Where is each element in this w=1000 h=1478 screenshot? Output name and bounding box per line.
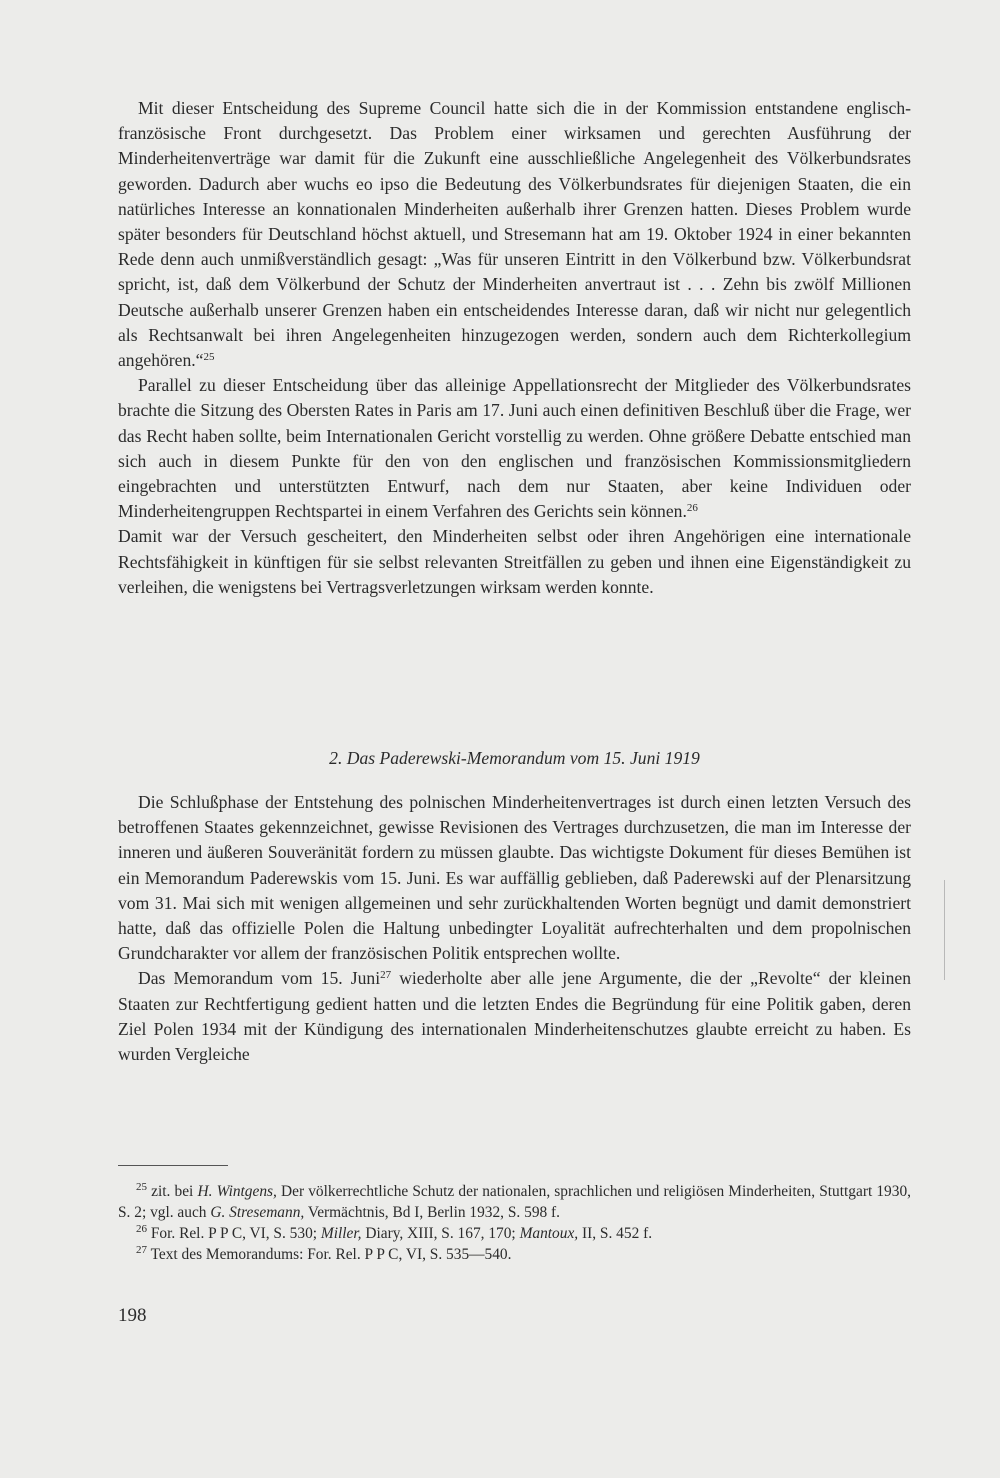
paragraph: Die Schlußphase der Entstehung des polnischen Minderheitenvertrages ist durch einen letzten Versuch des betroffenen Staates gekennzeichnet, gewisse Revisionen des Vertrages durchzusetzen, die man im Interesse der inneren und äußeren Souveränität fordern zu müssen glaubte. Das wichtigste Dokument für dieses Bemühen ist ein Memorandum Paderewskis vom 15. Juni. Es war auffällig geblieben, daß Paderewski auf der Plenarsitzung vom 31. Mai sich mit wenigen allgemeinen und sehr zurückhaltenden Worten begnügt und damit demonstriert hatte, daß das offizielle Polen die Haltung unbedingter Loyalität aufrechterhalten und dem propolnischen Grundcharakter vor allem der französischen Politik entsprechen wollte. [118, 792, 911, 964]
body-text-bottom [118, 790, 911, 1067]
page-number: 198 [118, 1305, 147, 1326]
footnote-27: $^{27}$ Text des Memorandums: For. Rel. P P C, VI, S. 535—540. [136, 1244, 512, 1263]
paragraph: Parallel zu dieser Entscheidung über das alleinige Appellationsrecht der Mitglieder des Völkerbundsrates brachte die Sitzung des Obersten Rates in Paris am 17. Juni auch einen definitiven Beschluß über die Frage, wer das Recht haben sollte, beim Internationalen Gericht vorstellig zu werden. Ohne größere Debatte entschied man sich auch in diesem Punkte für den von den englischen und französischen Kommissionsmitgliedern eingebrachten und unterstützten Entwurf, nach dem nur Staaten, aber keine Individuen oder Minderheitengruppen Rechtspartei in einem Verfahren des Gerichts sein können.$^{26}$ [118, 375, 911, 522]
body-text-top [118, 96, 911, 600]
paragraph: Das Memorandum vom 15. Juni$^{27}$ wiederholte aber alle jene Argumente, die der „Revolte“ der kleinen Staaten zur Rechtfertigung gedient hatten und die letzten Endes die Begründung für eine Politik gaben, deren Ziel Polen 1934 mit der Kündigung des internationalen Minderheitenschutzes glaubte erreicht zu haben. Es wurden Vergleiche [118, 968, 911, 1065]
paragraph: Mit dieser Entscheidung des Supreme Council hatte sich die in der Kommission entstandene englisch-französische Front durchgesetzt. Das Problem einer wirksamen und gerechten Ausführung der Minderheitenverträge war damit für die Zukunft eine ausschließliche Angelegenheit des Völkerbundsrates geworden. Dadurch aber wuchs eo ipso die Bedeutung des Völkerbundsrates für diejenigen Staaten, die ein natürliches Interesse an konnationalen Minderheiten außerhalb ihrer Grenzen hatten. Dieses Problem wurde später besonders für Deutschland höchst aktuell, und Stresemann hat am 19. Oktober 1924 in einer bekannten Rede denn auch unmißverständlich gesagt: „Was für unseren Eintritt in den Völkerbund bzw. Völkerbundsrat spricht, ist, daß dem Völkerbund der Schutz der Minderheiten anvertraut ist . . . Zehn bis zwölf Millionen Deutsche außerhalb unserer Grenzen haben ein entscheidendes Interesse daran, daß wir nicht nur gelegentlich als Rechtsanwalt bei ihren Angelegenheiten hinzugezogen werden, sondern auch dem Richterkollegium angehören.“$^{25}$ [118, 98, 911, 371]
footnotes [118, 1181, 911, 1265]
footnote-divider [118, 1165, 228, 1166]
footnote-ref: 26 [686, 502, 698, 515]
footnote-ref: 25 [203, 351, 215, 364]
footnote-26: $^{26}$ For. Rel. P P C, VI, S. 530; Miller, Diary, XIII, S. 167, 170; Mantoux, II, S. 452 f. [136, 1223, 653, 1242]
footnote-25: $^{25}$ zit. bei H. Wintgens, Der völkerrechtliche Schutz der nationalen, sprachlichen und religiösen Minderheiten, Stuttgart 1930, S. 2; vgl. auch G. Stresemann, Vermächtnis, Bd I, Berlin 1932, S. 598 f. [118, 1181, 911, 1221]
paragraph: Damit war der Versuch gescheitert, den Minderheiten selbst oder ihren Angehörigen eine internationale Rechtsfähigkeit in künftigen für sie selbst relevanten Streitfällen zu geben und ihnen eine Eigenständigkeit zu verleihen, die wenigstens bei Vertragsverletzungen wirksam werden konnte. [118, 526, 911, 597]
margin-pencil-mark [944, 880, 948, 980]
section-heading: 2. Das Paderewski-Memorandum vom 15. Juni 1919 [329, 748, 700, 768]
footnote-ref: 27 [380, 969, 392, 982]
